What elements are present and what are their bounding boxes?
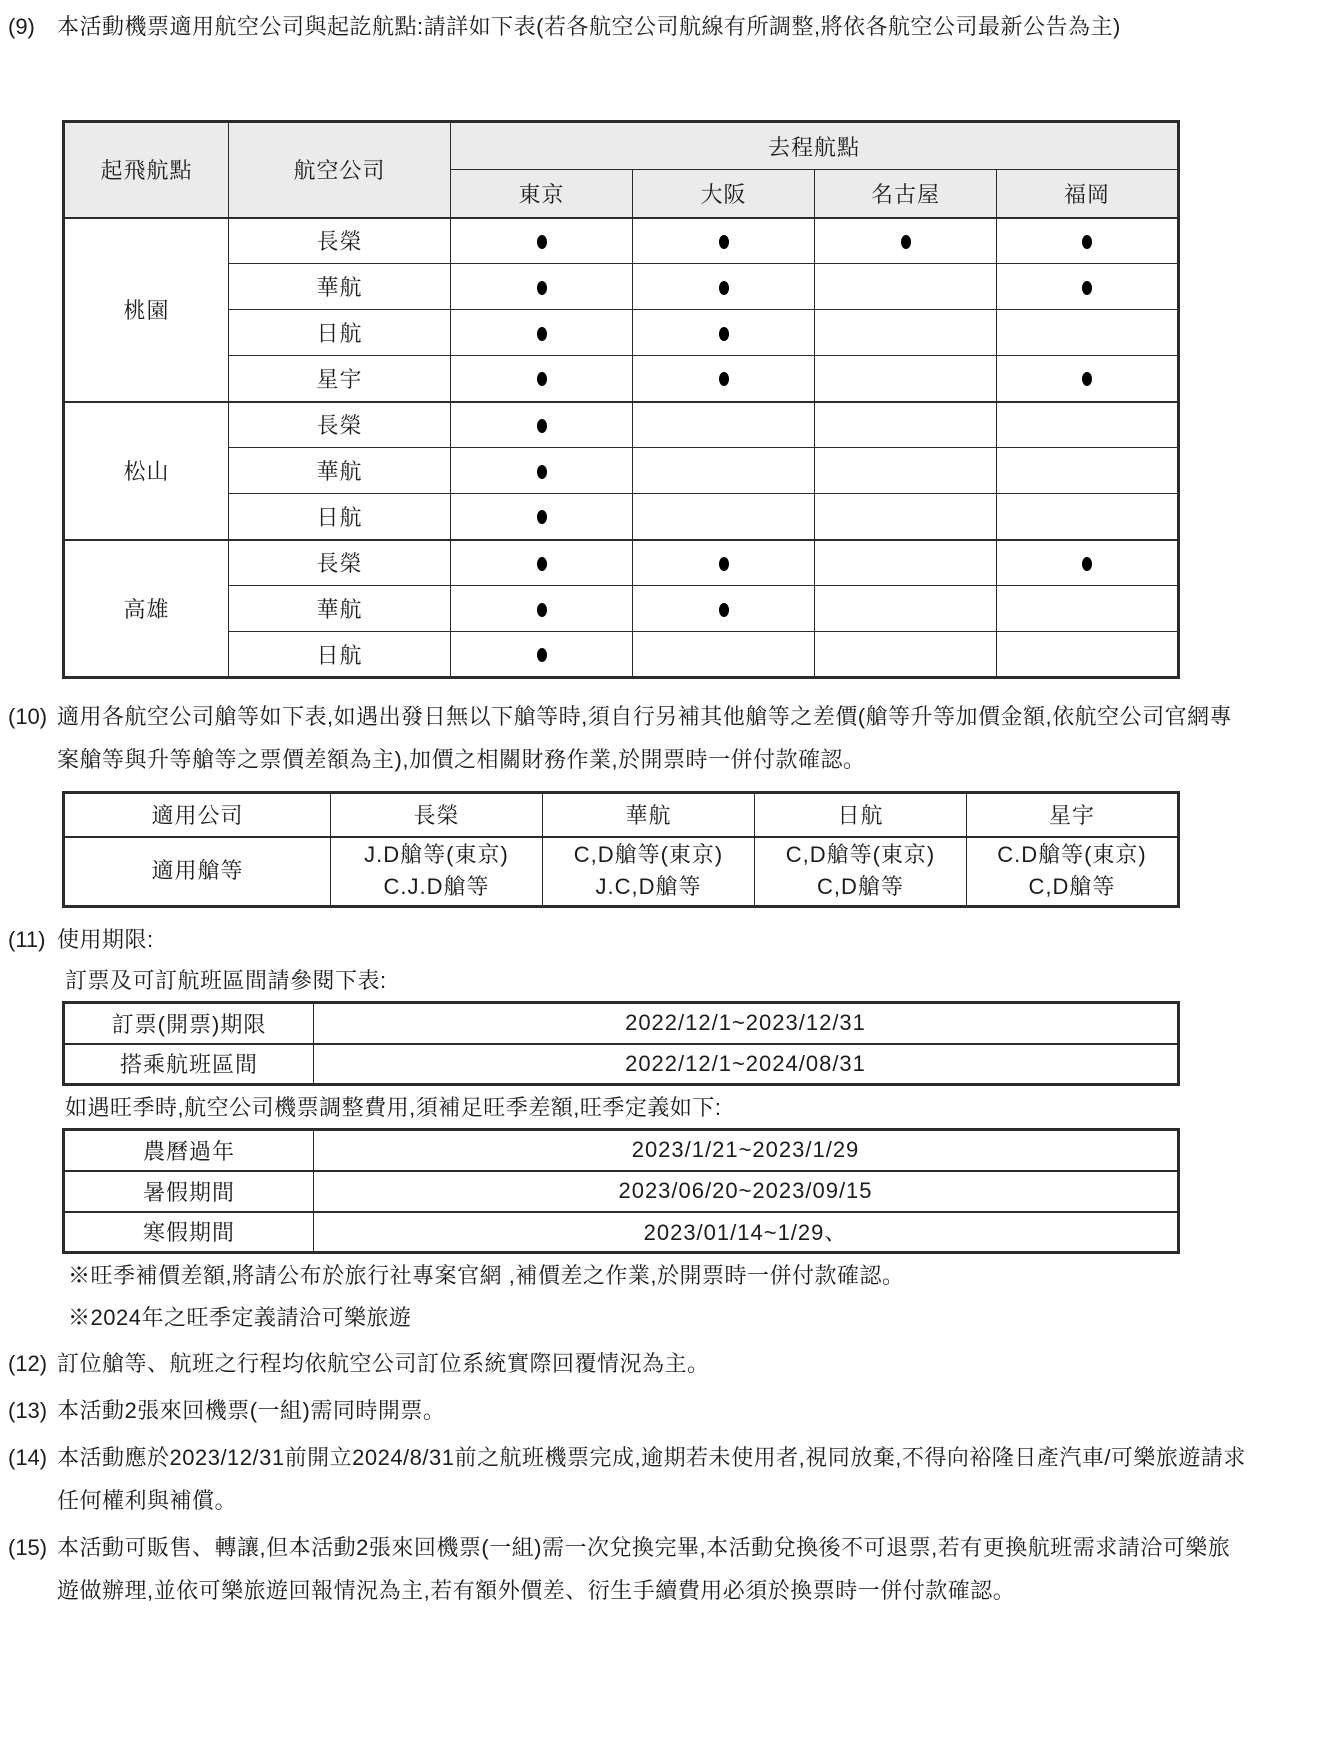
route-dot-icon — [537, 465, 547, 479]
route-mark-cell — [633, 402, 815, 448]
route-mark-cell — [633, 586, 815, 632]
cabin-table-cell: 適用公司 — [64, 793, 331, 837]
item-14-text: 本活動應於2023/12/31前開立2024/8/31前之航班機票完成,逾期若未使用者,視同放棄,不得向裕隆日產汽車/可樂旅遊請求任何權利與補償。 — [57, 1445, 1246, 1513]
item-15-number: (15) — [8, 1535, 48, 1560]
airline-cell: 長榮 — [229, 540, 451, 586]
route-mark-cell — [997, 402, 1179, 448]
date-table-row — [64, 1212, 1179, 1253]
date-value-cell: 2023/06/20~2023/09/15 — [314, 1171, 1179, 1212]
airline-cell: 星宇 — [229, 356, 451, 402]
route-mark-cell — [633, 264, 815, 310]
route-mark-cell — [451, 264, 633, 310]
cabin-class-table-body — [64, 793, 1179, 907]
route-dot-icon — [901, 235, 911, 249]
route-dot-icon — [1082, 557, 1092, 571]
cabin-table-cell: 適用艙等 — [64, 837, 331, 907]
list-item-14 — [0, 1436, 1317, 1522]
origin-cell: 桃園 — [64, 218, 229, 402]
date-label-cell: 搭乘航班區間 — [64, 1044, 314, 1085]
peak-season-intro-line: 如遇旺季時,航空公司機票調整費用,須補足旺季差額,旺季定義如下: — [65, 1095, 722, 1120]
cabin-table-row — [64, 837, 1179, 907]
route-mark-cell — [451, 494, 633, 540]
item-10-text: 適用各航空公司艙等如下表,如遇出發日無以下艙等時,須自行另補其他艙等之差價(艙等升等加價金額,依航空公司官網專案艙等與升等艙等之票價差額為主),加價之相關財務作業,於開票時一併付款確認。 — [57, 704, 1233, 772]
origin-cell: 松山 — [64, 402, 229, 540]
route-dot-icon — [719, 603, 729, 617]
cabin-table-cell: C.D艙等(東京) C,D艙等 — [967, 837, 1179, 907]
route-mark-cell — [633, 356, 815, 402]
route-dot-icon — [537, 648, 547, 662]
date-value-cell: 2022/12/1~2023/12/31 — [314, 1003, 1179, 1044]
airline-cell: 華航 — [229, 448, 451, 494]
route-table — [62, 120, 1180, 679]
item-11-text: 使用期限: — [57, 927, 154, 952]
date-table-row — [64, 1130, 1179, 1171]
route-mark-cell — [815, 218, 997, 264]
route-mark-cell — [633, 218, 815, 264]
date-label-cell: 寒假期間 — [64, 1212, 314, 1253]
cabin-table-cell: J.D艙等(東京) C.J.D艙等 — [331, 837, 543, 907]
route-dot-icon — [719, 281, 729, 295]
route-mark-cell — [815, 448, 997, 494]
date-table-row — [64, 1003, 1179, 1044]
peak-season-table — [62, 1128, 1180, 1254]
route-table-row — [64, 540, 1179, 586]
origin-cell: 高雄 — [64, 540, 229, 678]
route-dot-icon — [537, 510, 547, 524]
list-item-12 — [0, 1342, 1317, 1385]
cabin-table-cell: C,D艙等(東京) J.C,D艙等 — [543, 837, 755, 907]
item-9-number: (9) — [8, 14, 35, 39]
route-dot-icon — [719, 327, 729, 341]
route-mark-cell — [451, 586, 633, 632]
date-value-cell: 2022/12/1~2024/08/31 — [314, 1044, 1179, 1085]
route-mark-cell — [815, 356, 997, 402]
list-item-11 — [0, 918, 1317, 961]
item-10-number: (10) — [8, 704, 48, 729]
route-mark-cell — [451, 402, 633, 448]
route-header-destination: 大阪 — [633, 170, 815, 218]
booking-intro-line: 訂票及可訂航班區間請參閱下表: — [65, 968, 387, 993]
date-label-cell: 訂票(開票)期限 — [64, 1003, 314, 1044]
route-mark-cell — [633, 632, 815, 678]
route-table-row — [64, 264, 1179, 310]
route-mark-cell — [633, 448, 815, 494]
cabin-table-cell: 星宇 — [967, 793, 1179, 837]
route-mark-cell — [815, 494, 997, 540]
route-mark-cell — [997, 356, 1179, 402]
route-table-row — [64, 632, 1179, 678]
route-dot-icon — [719, 235, 729, 249]
route-dot-icon — [1082, 372, 1092, 386]
route-dot-icon — [537, 327, 547, 341]
route-table-row — [64, 310, 1179, 356]
booking-period-table — [62, 1001, 1180, 1086]
route-dot-icon — [537, 235, 547, 249]
list-item-15 — [0, 1526, 1317, 1612]
list-item-13 — [0, 1389, 1317, 1432]
cabin-table-row — [64, 793, 1179, 837]
route-dot-icon — [719, 557, 729, 571]
route-mark-cell — [997, 448, 1179, 494]
route-table-body — [64, 218, 1179, 678]
item-14-number: (14) — [8, 1445, 48, 1470]
item-12-text: 訂位艙等、航班之行程均依航空公司訂位系統實際回覆情況為主。 — [57, 1351, 710, 1376]
route-table-row — [64, 448, 1179, 494]
route-dot-icon — [537, 603, 547, 617]
route-table-row — [64, 494, 1179, 540]
route-mark-cell — [451, 632, 633, 678]
route-mark-cell — [451, 218, 633, 264]
item-11-number: (11) — [8, 927, 46, 952]
date-value-cell: 2023/01/14~1/29、 — [314, 1212, 1179, 1253]
route-table-row — [64, 356, 1179, 402]
route-mark-cell — [451, 310, 633, 356]
route-header-origin: 起飛航點 — [64, 122, 229, 218]
airline-cell: 日航 — [229, 632, 451, 678]
route-table-header — [64, 122, 1179, 218]
route-header-destination: 東京 — [451, 170, 633, 218]
route-mark-cell — [997, 218, 1179, 264]
peak-2024-note: ※2024年之旺季定義請洽可樂旅遊 — [68, 1305, 412, 1330]
route-dot-icon — [537, 419, 547, 433]
airline-cell: 華航 — [229, 264, 451, 310]
route-mark-cell — [997, 494, 1179, 540]
route-mark-cell — [997, 264, 1179, 310]
route-dot-icon — [537, 557, 547, 571]
airline-cell: 日航 — [229, 310, 451, 356]
route-mark-cell — [815, 264, 997, 310]
date-label-cell: 暑假期間 — [64, 1171, 314, 1212]
route-header-airline: 航空公司 — [229, 122, 451, 218]
list-item-9 — [0, 5, 1317, 48]
item-9-text: 本活動機票適用航空公司與起訖航點:請詳如下表(若各航空公司航線有所調整,將依各航空公司最新公告為主) — [57, 14, 1121, 39]
route-table-row — [64, 586, 1179, 632]
date-value-cell: 2023/1/21~2023/1/29 — [314, 1130, 1179, 1171]
route-mark-cell — [997, 310, 1179, 356]
route-dot-icon — [1082, 281, 1092, 295]
cabin-table-cell: 華航 — [543, 793, 755, 837]
peak-season-table-body — [64, 1130, 1179, 1253]
route-mark-cell — [997, 540, 1179, 586]
route-mark-cell — [815, 632, 997, 678]
route-header-destinations-group: 去程航點 — [451, 122, 1179, 170]
item-12-number: (12) — [8, 1351, 48, 1376]
route-mark-cell — [451, 356, 633, 402]
cabin-table-cell: 長榮 — [331, 793, 543, 837]
route-mark-cell — [997, 586, 1179, 632]
route-dot-icon — [537, 281, 547, 295]
airline-cell: 長榮 — [229, 402, 451, 448]
peak-surcharge-note: ※旺季補價差額,將請公布於旅行社專案官網 ,補價差之作業,於開票時一併付款確認。 — [68, 1263, 905, 1288]
route-mark-cell — [997, 632, 1179, 678]
cabin-table-cell: C,D艙等(東京) C,D艙等 — [755, 837, 967, 907]
airline-cell: 華航 — [229, 586, 451, 632]
route-dot-icon — [1082, 235, 1092, 249]
date-table-row — [64, 1044, 1179, 1085]
route-dot-icon — [537, 372, 547, 386]
airline-cell: 日航 — [229, 494, 451, 540]
airline-cell: 長榮 — [229, 218, 451, 264]
route-mark-cell — [633, 310, 815, 356]
list-item-10 — [0, 695, 1317, 781]
date-label-cell: 農曆過年 — [64, 1130, 314, 1171]
item-13-number: (13) — [8, 1398, 48, 1423]
route-dot-icon — [719, 372, 729, 386]
route-header-destination: 名古屋 — [815, 170, 997, 218]
route-mark-cell — [815, 402, 997, 448]
route-mark-cell — [451, 448, 633, 494]
route-table-row — [64, 402, 1179, 448]
item-13-text: 本活動2張來回機票(一組)需同時開票。 — [57, 1398, 446, 1423]
cabin-table-cell: 日航 — [755, 793, 967, 837]
route-mark-cell — [815, 586, 997, 632]
date-table-row — [64, 1171, 1179, 1212]
route-header-destination: 福岡 — [997, 170, 1179, 218]
item-15-text: 本活動可販售、轉讓,但本活動2張來回機票(一組)需一次兌換完畢,本活動兌換後不可退票,若有更換航班需求請洽可樂旅遊做辦理,並依可樂旅遊回報情況為主,若有額外價差、衍生手續費用必須於換票時一併付款確認。 — [57, 1535, 1231, 1603]
route-mark-cell — [633, 540, 815, 586]
route-table-row — [64, 218, 1179, 264]
booking-period-table-body — [64, 1003, 1179, 1085]
route-mark-cell — [633, 494, 815, 540]
route-mark-cell — [451, 540, 633, 586]
cabin-class-table — [62, 791, 1180, 908]
route-mark-cell — [815, 310, 997, 356]
route-mark-cell — [815, 540, 997, 586]
